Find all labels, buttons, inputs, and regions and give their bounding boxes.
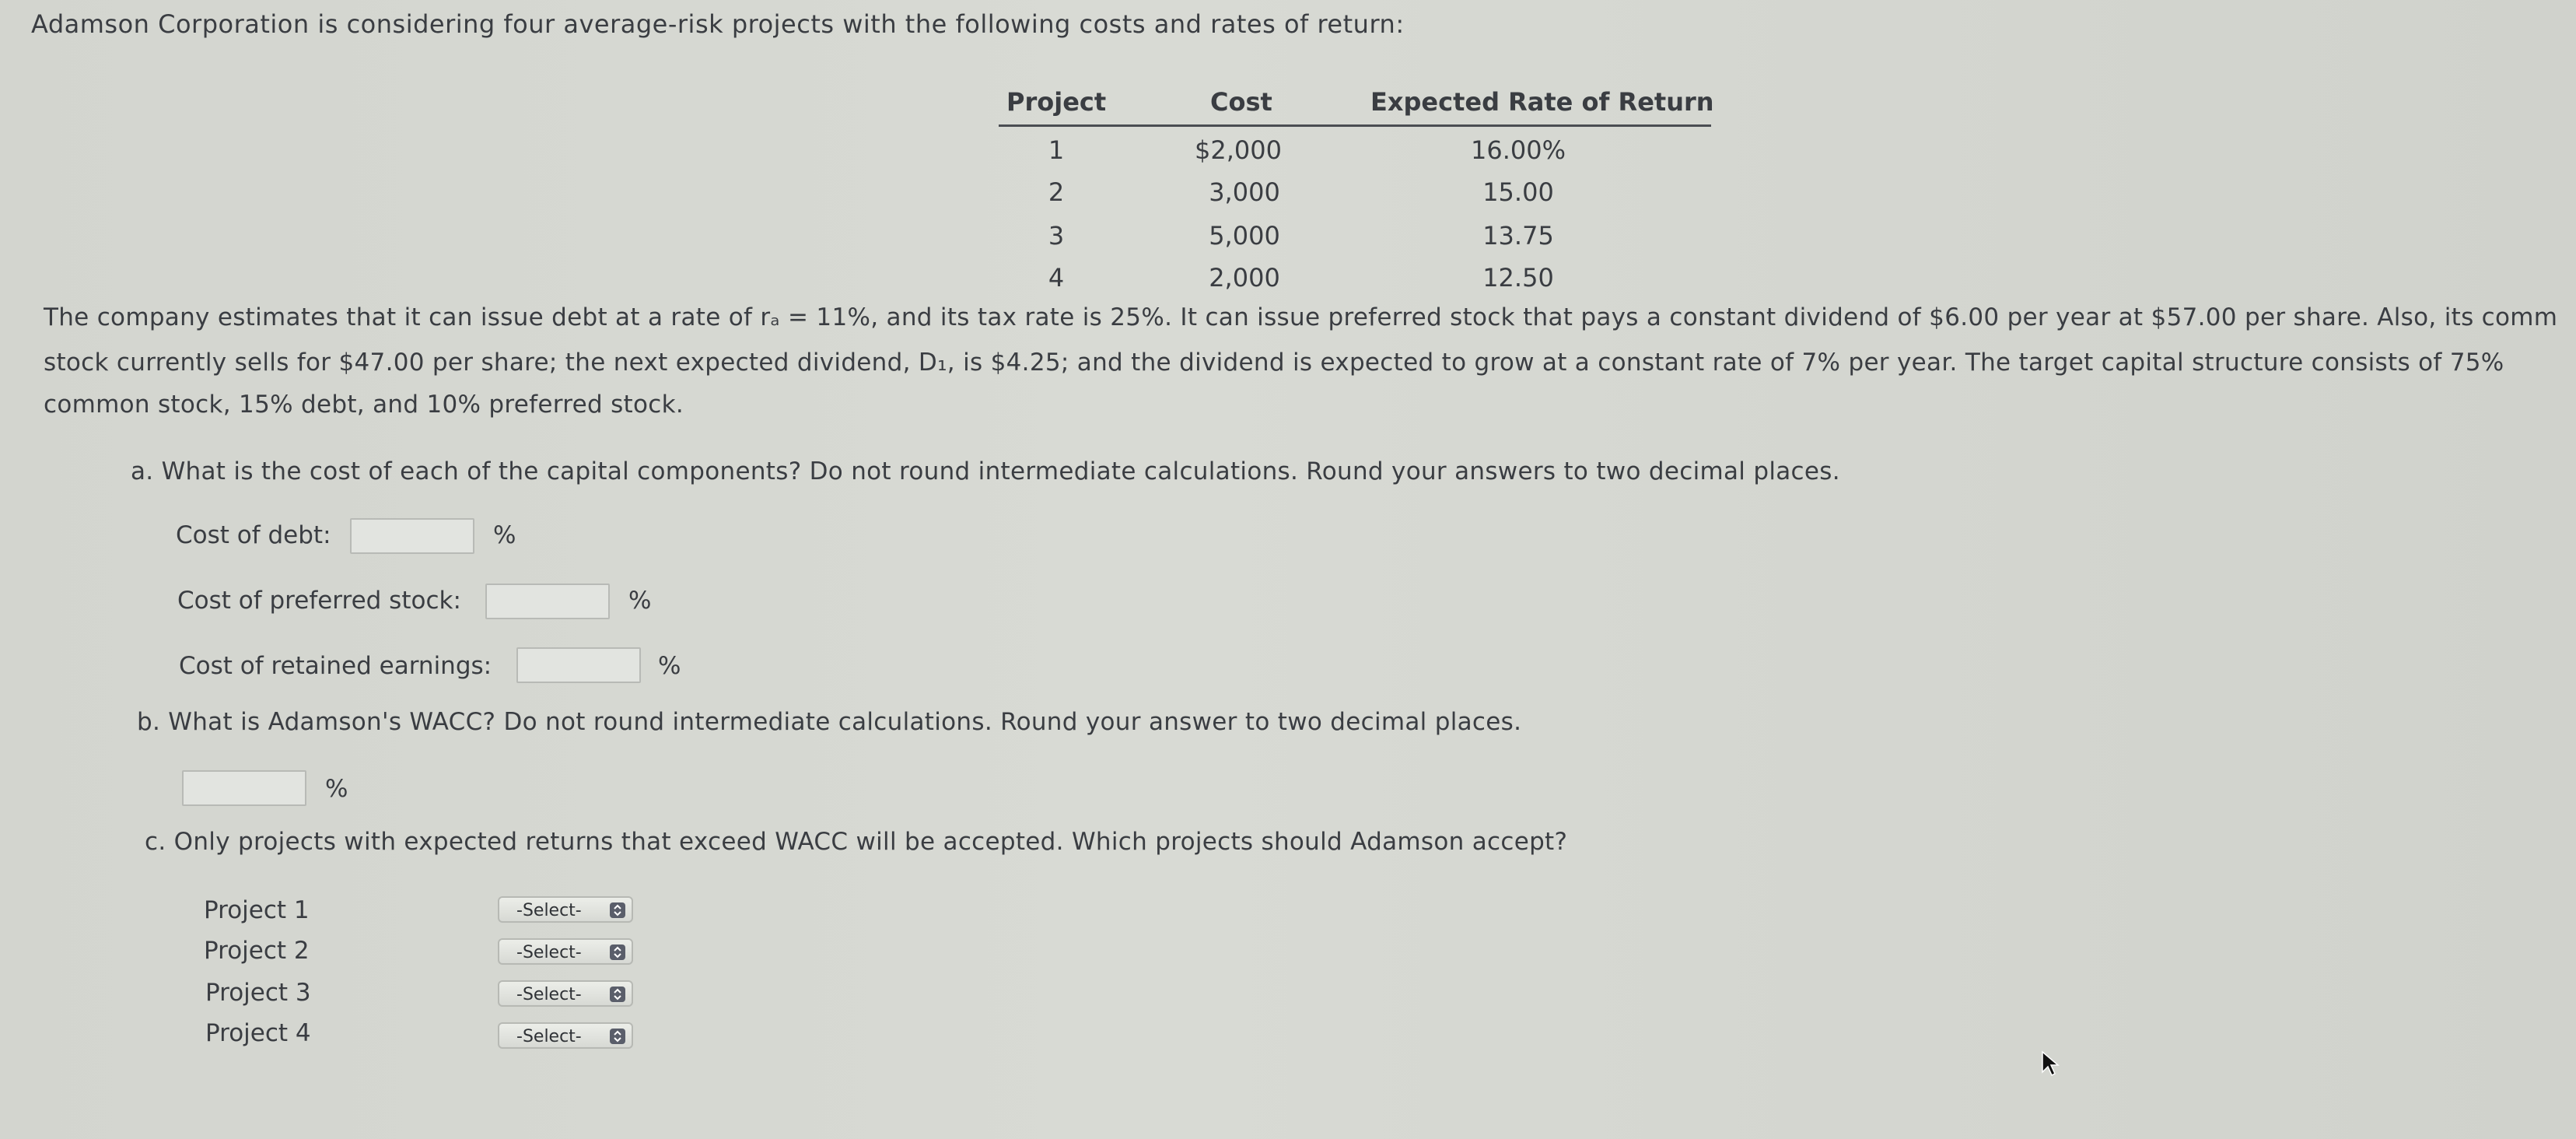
mouse-pointer-icon [2041,1050,2060,1080]
project-3-label: Project 3 [205,979,311,1007]
cost-of-retained-input[interactable] [516,647,641,683]
project-1-label: Project 1 [204,896,310,924]
project-1-select[interactable] [498,896,633,923]
up-down-chevron-icon [610,987,625,1002]
table-header-project: Project [1006,87,1107,117]
project-4-label: Project 4 [205,1019,311,1047]
problem-paragraph-line: common stock, 15% debt, and 10% preferred stock. [44,391,684,419]
project-3-select[interactable] [498,980,633,1007]
project-4-select[interactable] [498,1022,633,1049]
table-header-rule [999,124,1711,127]
table-cell-project: 3 [1048,221,1065,251]
cost-of-debt-label: Cost of debt: [176,521,331,549]
problem-paragraph-line: stock currently sells for $47.00 per share; the next expected dividend, D₁, is $4.25; and the dividend is expected to grow at a constant rate of 7% per year. The target capital structure consists of 75% [44,349,2504,377]
table-cell-cost: $2,000 [1195,135,1282,165]
select-value: -Select- [516,901,582,920]
table-cell-cost: 2,000 [1209,263,1280,293]
table-cell-project: 4 [1048,263,1065,293]
select-value: -Select- [516,943,582,962]
question-b-text: b. What is Adamson's WACC? Do not round intermediate calculations. Round your answer to two decimal places. [137,708,1522,736]
table-cell-cost: 3,000 [1209,177,1280,207]
table-cell-cost: 5,000 [1209,221,1280,251]
cost-of-retained-label: Cost of retained earnings: [179,652,492,680]
percent-unit: % [325,775,348,803]
table-cell-rate: 12.50 [1482,263,1554,293]
table-cell-project: 2 [1048,177,1065,207]
up-down-chevron-icon [610,1029,625,1044]
project-2-select[interactable] [498,938,633,965]
table-cell-project: 1 [1048,135,1065,165]
table-cell-rate: 16.00% [1470,135,1566,165]
table-cell-rate: 15.00 [1482,177,1554,207]
question-a-text: a. What is the cost of each of the capital components? Do not round intermediate calculations. Round your answers to two decimal places. [131,457,1840,485]
up-down-chevron-icon [610,902,625,918]
percent-unit: % [658,652,681,680]
table-header-rate: Expected Rate of Return [1370,87,1714,117]
cost-of-debt-input[interactable] [350,518,474,554]
up-down-chevron-icon [610,944,625,960]
problem-paragraph-line: The company estimates that it can issue debt at a rate of rₐ = 11%, and its tax rate is 25%. It can issue preferred stock that pays a constant dividend of $6.00 per year at $57.00 per share. Also, its comm [44,303,2558,331]
percent-unit: % [628,587,652,615]
cost-of-preferred-input[interactable] [485,584,610,619]
select-value: -Select- [516,985,582,1004]
percent-unit: % [493,521,516,549]
question-c-text: c. Only projects with expected returns that exceed WACC will be accepted. Which projects should Adamson accept? [145,828,1568,856]
cost-of-preferred-label: Cost of preferred stock: [177,587,461,615]
table-header-cost: Cost [1210,87,1272,117]
problem-intro: Adamson Corporation is considering four average-risk projects with the following costs and rates of return: [31,9,1405,39]
project-2-label: Project 2 [204,937,310,965]
select-value: -Select- [516,1027,582,1046]
wacc-input[interactable] [182,770,306,806]
table-cell-rate: 13.75 [1482,221,1554,251]
